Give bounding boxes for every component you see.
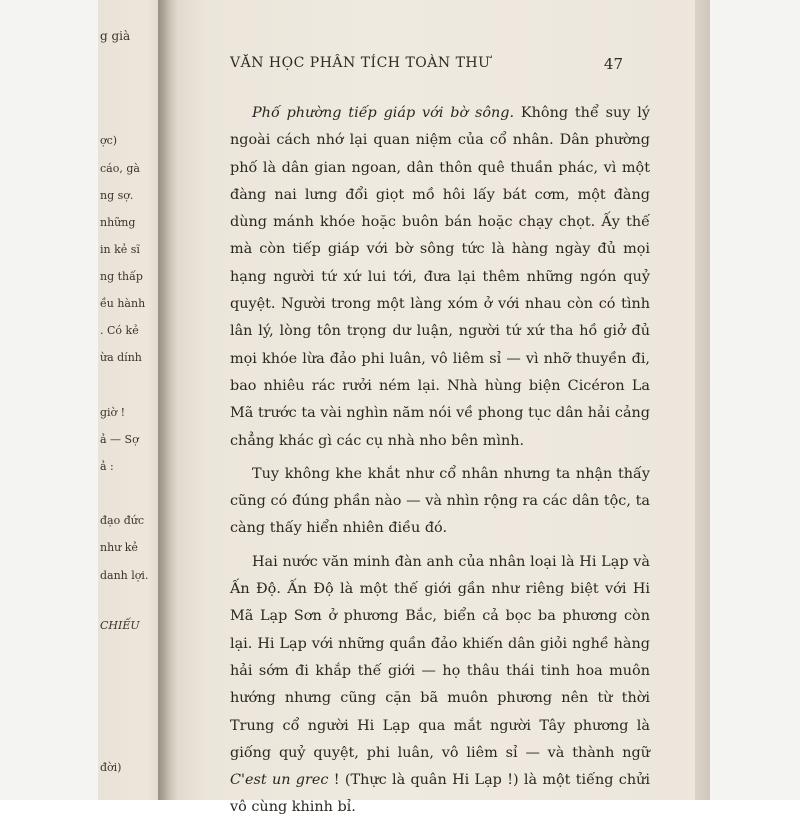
paragraph-3 — [230, 549, 650, 822]
left-page-fragment: CHIẾU — [100, 619, 140, 632]
running-title: VĂN HỌC PHÂN TÍCH TOÀN THƯ — [230, 55, 491, 71]
body-text — [230, 100, 650, 822]
paragraph-text: . Không thể suy lý ngoài cách nhớ lại quan niệm của cổ nhân. Dân phường phố là dân gian ngoan, dân thôn quê thuần phác, vì một đàng nai lưng đổi giọt mồ hôi lấy bát cơm, một đàng dùng mánh khóe hoặc buôn bán hoặc chạy chọt. Ấy thế mà còn tiếp giáp với bờ sông tức là hàng ngày đủ mọi hạng người tứ xứ lui tới, đưa lại thêm những ngón quỷ quyệt. Người trong một làng xóm ở với nhau còn có tình lân lý, lòng tôn trọng dư luận, người tứ xứ tha hồ giở đủ mọi khóe lừa đảo phi luân, vô liêm sỉ — vì nhỡ thuyền đi, bao nhiêu rác rưởi ném lại. Nhà hùng biện Cicéron La Mã trước ta vài nghìn năm nói về phong tục dân hải cảng chẳng khác gì các cụ nhà nho bên mình. — [230, 105, 650, 449]
page-number: 47 — [603, 55, 623, 73]
left-page-fragment: ng sợ. — [100, 189, 134, 202]
left-page-fragment: . Có kẻ — [100, 324, 139, 337]
left-page-fragment: ng thấp — [100, 270, 143, 283]
background-left — [0, 0, 100, 800]
italic-phrase: C'est un grec — [230, 772, 329, 789]
left-page-fragment: giờ ! — [100, 406, 126, 419]
italic-phrase: Phố phường tiếp giáp với bờ sông — [252, 105, 510, 121]
paragraph-1 — [230, 100, 650, 455]
background-right — [700, 0, 800, 800]
book-gutter-shadow — [158, 0, 178, 800]
left-page-fragment: in kẻ sĩ — [100, 243, 140, 256]
running-header — [230, 55, 635, 79]
left-page-fragment: ều hành — [100, 297, 146, 310]
left-page-fragment: như kẻ — [100, 541, 138, 554]
left-page-fragment: ả : — [100, 460, 114, 473]
left-page-fragment: cáo, gà — [100, 162, 140, 175]
left-page-fragment: đạo đức — [100, 514, 145, 527]
left-page-fragment: những — [100, 216, 136, 229]
paragraph-2: Tuy không khe khắt như cổ nhân nhưng ta nhận thấy cũng có đúng phần nào — và nhìn rộng ra các dân tộc, ta càng thấy hiển nhiên điều đó. — [230, 465, 650, 537]
left-page-fragment: ợc) — [100, 134, 118, 147]
left-page-fragment: g già — [100, 29, 131, 43]
left-page-fragment: ả — Sợ — [100, 433, 139, 446]
paragraph-text: Hai nước văn minh đàn anh của nhân loại là Hi Lạp và Ấn Độ. Ấn Độ là một thế giới gần như riêng biệt với Hi Mã Lạp Sơn ở phương Bắc, biển cả bọc ba phương còn lại. Hi Lạp với những quần đảo khiến dân giỏi nghề hàng hải sớm đi khắp thế giới — họ thâu thái tinh hoa muôn hướng nhưng cũng cặn bã muôn phương nên từ thời Trung cổ người Hi Lạp qua mắt người Tây phương là giống quỷ quyệt, phi luân, vô liêm sỉ — và thành ngữ — [230, 553, 650, 761]
left-page-fragment: danh lợi. — [100, 569, 149, 582]
paragraph-text: ! (Thực là quân Hi Lạp !) là một tiếng chửi vô cùng khinh bỉ. — [230, 772, 650, 816]
left-page-fragment: ừa dính — [100, 351, 142, 364]
left-page-fragment: đời) — [100, 761, 122, 774]
